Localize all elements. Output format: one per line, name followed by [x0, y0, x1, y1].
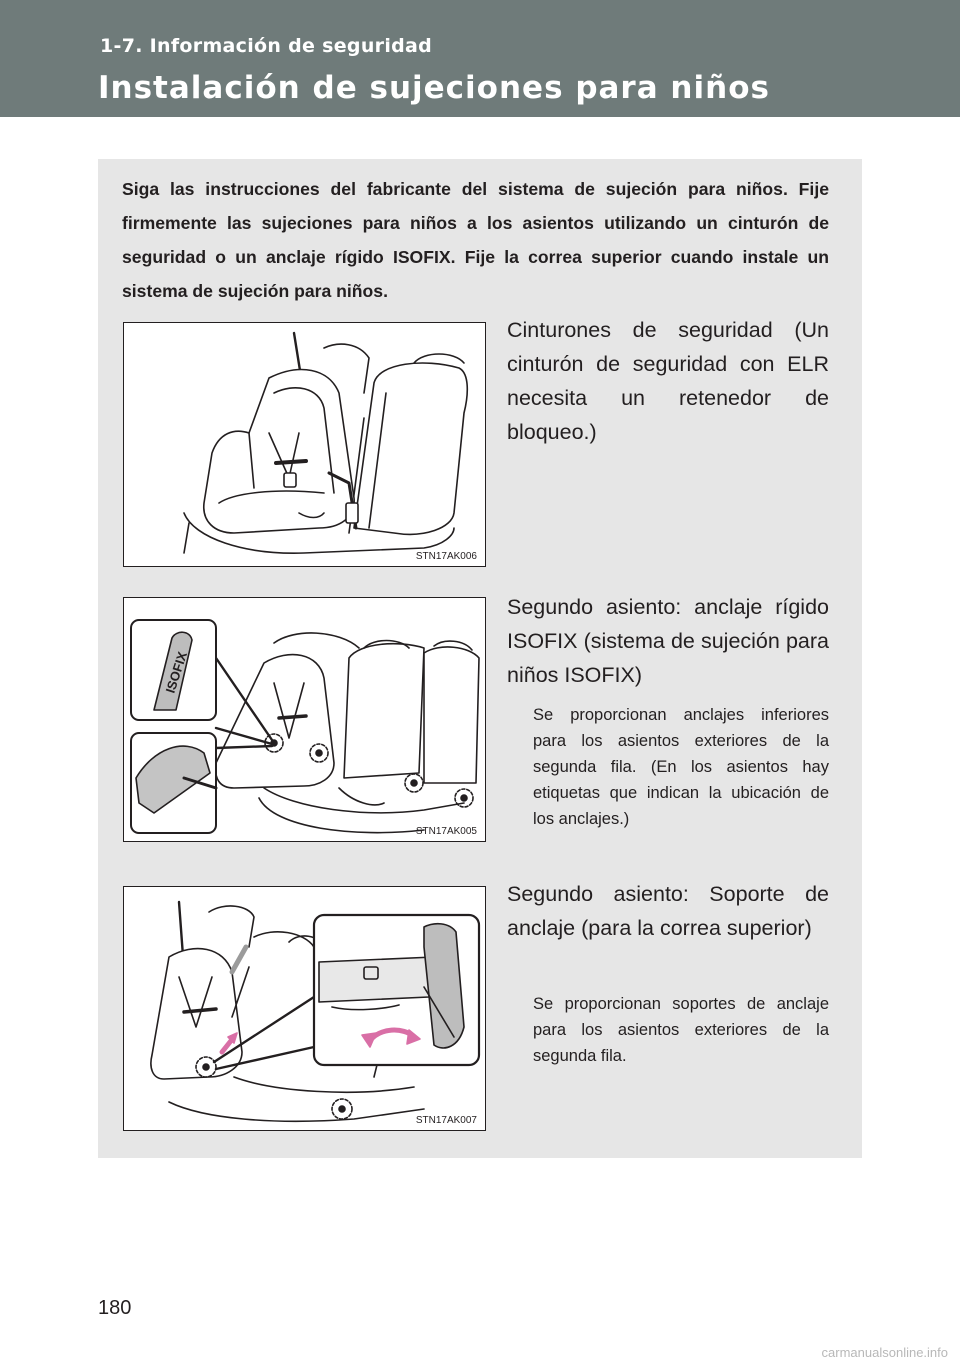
- figure-code: STN17AK006: [415, 551, 477, 562]
- figure-code: STN17AK005: [415, 826, 477, 837]
- item-title-seat-belt: Cinturones de seguridad (Un cinturón de seguridad con ELR necesita un retenedor de bloqueo.): [507, 318, 829, 444]
- page-number: 180: [98, 1297, 132, 1319]
- figure-seat-belt-installation: [123, 322, 486, 567]
- intro-paragraph: Siga las instrucciones del fabricante del sistema de sujeción para niños. Fije firmemente las sujeciones para niños a los asientos utilizando un cinturón de seguridad o un anclaje rígido ISOFIX. Fije la correa superior cuando instale un sistema de sujeción para niños.: [122, 179, 829, 301]
- figure-code: STN17AK007: [415, 1115, 477, 1126]
- page-title: Instalación de sujeciones para niños: [98, 70, 770, 106]
- child-seat-belt-illustration: [124, 323, 485, 566]
- item-desc-isofix: Se proporcionan anclajes inferiores para los asientos exteriores de la segunda fila. (En los asientos hay etiquetas que indican la ubicación de los anclajes.): [533, 706, 829, 828]
- section-title: 1-7. Información de seguridad: [100, 35, 433, 57]
- watermark: carmanualsonline.info: [821, 1345, 948, 1360]
- item-desc-tether: Se proporcionan soportes de anclaje para los asientos exteriores de la segunda fila.: [533, 995, 829, 1065]
- figure-isofix-installation: [123, 597, 486, 842]
- item-title-isofix: Segundo asiento: anclaje rígido ISOFIX (sistema de sujeción para niños ISOFIX): [507, 595, 829, 687]
- item-title-tether: Segundo asiento: Soporte de anclaje (para la correa superior): [507, 882, 829, 940]
- header-bar: [0, 0, 960, 117]
- isofix-illustration: [124, 598, 485, 841]
- isofix-label: ISOFIX: [162, 649, 191, 695]
- tether-bracket-illustration: [124, 887, 485, 1130]
- figure-tether-bracket: [123, 886, 486, 1131]
